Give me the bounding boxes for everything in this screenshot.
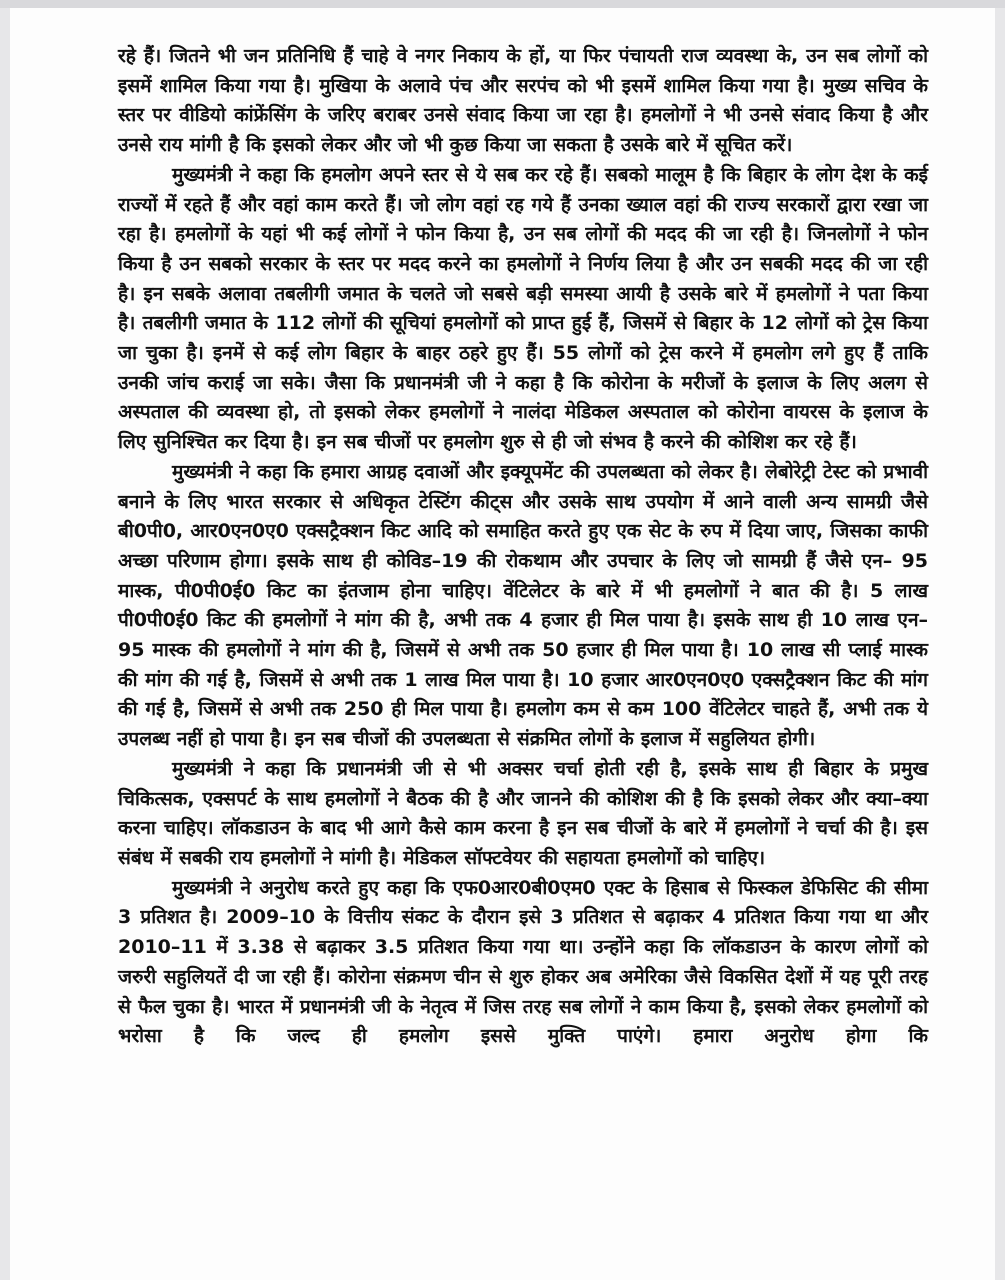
document-page [10,8,995,1280]
paragraph-tablighi-jamaat: मुख्यमंत्री ने कहा कि हमलोग अपने स्तर से ये सब कर रहे हैं। सबको मालूम है कि बिहार के लोग देश के कई राज्यों में रहते हैं और वहां काम करते हैं। जो लोग वहां रह गये हैं उनका ख्याल वहां की राज्य सरकारों द्वारा रखा जा रहा है। हमलोगों के यहां भी कई लोगों ने फोन किया है, उन सब लोगों की मदद की जा रही है। जिनलोगों ने फोन किया है उन सबको सरकार के स्तर पर मदद करने का हमलोगों ने निर्णय लिया है और उन सबकी मदद की जा रही है। इन सबके अलावा तबलीगी जमात के चलते जो सबसे बड़ी समस्या आयी है उसके बारे में हमलोगों ने पता किया है। तबलीगी जमात के 112 लोगों की सूचियां हमलोगों को प्राप्त हुई हैं, जिसमें से बिहार के 12 लोगों को ट्रेस किया जा चुका है। इनमें से कई लोग बिहार के बाहर ठहरे हुए हैं। 55 लोगों को ट्रेस करने में हमलोग लगे हुए हैं ताकि उनकी जांच कराई जा सके। जैसा कि प्रधानमंत्री जी ने कहा है कि कोरोना के मरीजों के इलाज के लिए अलग से अस्पताल की व्यवस्था हो, तो इसको लेकर हमलोगों ने नालंदा मेडिकल अस्पताल को कोरोना वायरस के इलाज के लिए सुनिश्चित कर दिया है। इन सब चीजों पर हमलोग शुरु से ही जो संभव है करने की कोशिश कर रहे हैं। [118,163,928,454]
viewer-top-strip [0,0,1005,8]
paragraph-expert-consultation: मुख्यमंत्री ने कहा कि प्रधानमंत्री जी से भी अक्सर चर्चा होती रही है, इसके साथ ही बिहार के प्रमुख चिकित्सक, एक्सपर्ट के साथ हमलोगों ने बैठक की है और जानने की कोशिश की है कि इसको लेकर और क्या–क्या करना चाहिए। लॉकडाउन के बाद भी आगे कैसे काम करना है इन सब चीजों के बारे में हमलोगों ने चर्चा की है। इस संबंध में सबकी राय हमलोगों ने मांगी है। मेडिकल सॉफ्टवेयर की सहायता हमलोगों को चाहिए। [118,757,928,869]
paragraph-fiscal-deficit: मुख्यमंत्री ने अनुरोध करते हुए कहा कि एफ0आर0बी0एम0 एक्ट के हिसाब से फिस्कल डेफिसिट की सीमा 3 प्रतिशत है। 2009–10 के वित्तीय संकट के दौरान इसे 3 प्रतिशत से बढ़ाकर 4 प्रतिशत किया गया था और 2010–11 में 3.38 से बढ़ाकर 3.5 प्रतिशत किया गया था। उन्होंने कहा कि लॉकडाउन के कारण लोगों को जरुरी सहुलियतें दी जा रही हैं। कोरोना संक्रमण चीन से शुरु होकर अब अमेरिका जैसे विकसित देशों में यह पूरी तरह से फैल चुका है। भारत में प्रधानमंत्री जी के नेतृत्व में जिस तरह सब लोगों ने काम किया है, इसको लेकर हमलोगों को भरोसा है कि जल्द ही हमलोग इससे मुक्ति पाएंगे। हमारा अनुरोध होगा कि [118,876,928,1048]
paragraph-medical-supplies: मुख्यमंत्री ने कहा कि हमारा आग्रह दवाओं और इक्यूपमेंट की उपलब्धता को लेकर है। लेबोरेट्री टेस्ट को प्रभावी बनाने के लिए भारत सरकार से अधिकृत टेस्टिंग कीट्स और उसके साथ उपयोग में आने वाली अन्य सामग्री जैसे बी0पी0, आर0एन0ए0 एक्सट्रैक्शन किट आदि को समाहित करते हुए एक सेट के रुप में दिया जाए, जिसका काफी अच्छा परिणाम होगा। इसके साथ ही कोविड–19 की रोकथाम और उपचार के लिए जो सामग्री हैं जैसे एन– 95 मास्क, पी0पी0ई0 किट का इंतजाम होना चाहिए। वेंटिलेटर के बारे में भी हमलोगों ने बात की है। 5 लाख पी0पी0ई0 किट की हमलोगों ने मांग की है, अभी तक 4 हजार ही मिल पाया है। इसके साथ ही 10 लाख एन– 95 मास्क की हमलोगों ने मांग की है, जिसमें से अभी तक 50 हजार ही मिल पाया है। 10 लाख सी प्लाई मास्क की मांग की गई है, जिसमें से अभी तक 1 लाख मिल पाया है। 10 हजार आर0एन0ए0 एक्सट्रैक्शन किट की मांग की गई है, जिसमें से अभी तक 250 ही मिल पाया है। हमलोग कम से कम 100 वेंटिलेटर चाहते हैं, अभी तक ये उपलब्ध नहीं हो पाया है। इन सब चीजों की उपलब्धता से संक्रमित लोगों के इलाज में सहुलियत होगी। [118,460,928,751]
paragraph-public-representatives: रहे हैं। जितने भी जन प्रतिनिधि हैं चाहे वे नगर निकाय के हों, या फिर पंचायती राज व्यवस्था के, उन सब लोगों को इसमें शामिल किया गया है। मुखिया के अलावे पंच और सरपंच को भी इसमें शामिल किया गया है। मुख्य सचिव के स्तर पर वीडियो कांफ्रेंसिंग के जरिए बराबर उनसे संवाद किया जा रहा है। हमलोगों ने भी उनसे संवाद किया है और उनसे राय मांगी है कि इसको लेकर और जो भी कुछ किया जा सकता है उसके बारे में सूचित करें। [118,45,928,157]
document-body [118,42,928,1052]
